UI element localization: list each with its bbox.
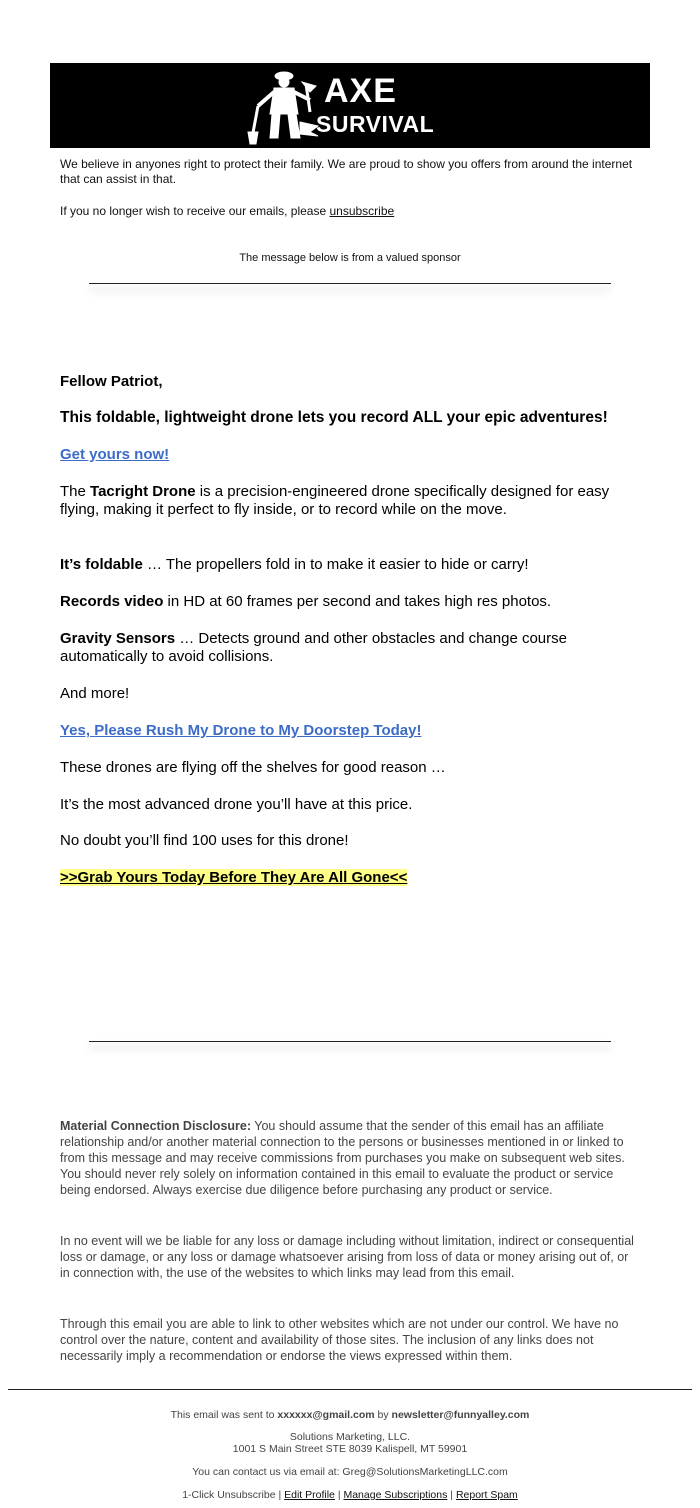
feature-sensors-text: … Detects ground and other obstacles and change course automatically to avoid collisions. — [60, 630, 567, 665]
feature-foldable — [60, 556, 650, 574]
footer-address: 1001 S Main Street STE 8039 Kalispell, MT 59901 — [232, 1443, 468, 1455]
disclosure-label: Material Connection Disclosure: — [60, 1119, 252, 1133]
grab-yours-link[interactable]: >>Grab Yours Today Before They Are All Gone<< — [60, 869, 408, 886]
report-spam-link[interactable]: Report Spam — [455, 1489, 518, 1501]
product-name: Tacright Drone — [90, 483, 196, 500]
feature-sensors — [60, 630, 650, 666]
footer-sep-2: | — [334, 1489, 344, 1501]
survivor-figure-icon — [244, 66, 324, 146]
product-description — [60, 483, 650, 519]
logo-word-axe: AXE — [324, 72, 397, 110]
rush-drone-link[interactable]: Yes, Please Rush My Drone to My Doorstep Today! — [60, 722, 422, 739]
desc-post: is a precision-engineered drone specifically designed for easy flying, making it perfect to fly inside, or to record while on the move. — [60, 483, 610, 518]
get-yours-now-link[interactable]: Get yours now! — [60, 446, 170, 463]
sent-by: by — [374, 1409, 392, 1421]
footer-sep-3: | — [447, 1489, 456, 1501]
intro-text: We believe in anyones right to protect their family. We are proud to show you offers from around the internet that can assist in that. — [60, 157, 633, 186]
logo-word-survival: SURVIVAL — [316, 111, 435, 137]
feature-video-text: in HD at 60 frames per second and takes high res photos. — [163, 593, 552, 610]
recipient-email: xxxxxx@gmail.com — [277, 1409, 375, 1421]
rush-drone-link-row — [60, 722, 650, 740]
axe-survival-logo[interactable] — [244, 66, 454, 146]
disclosure-paragraph-1 — [60, 1118, 640, 1198]
footer-sep-1: | — [275, 1489, 285, 1501]
feature-foldable-title: It’s foldable — [60, 556, 143, 573]
divider-top — [89, 283, 611, 284]
desc-pre: The — [60, 483, 91, 500]
unsubscribe-line — [60, 204, 394, 218]
disclosure-text-1: You should assume that the sender of this email has an affiliate relationship and/or another material connection to the persons or businesses mentioned in or linked to from this message and may receive commissions from purchases you make on subsequent web sites. You should never rely solely on information contained in this email to evaluate the product or service being endorsed. Always exercise due diligence before purchasing any product or service. — [60, 1119, 625, 1197]
unsubscribe-prompt: If you no longer wish to receive our emails, please — [60, 204, 327, 218]
sponsor-note: The message below is from a valued sponsor — [239, 252, 461, 264]
edit-profile-link[interactable]: Edit Profile — [284, 1489, 335, 1501]
unsubscribe-link[interactable]: unsubscribe — [329, 204, 395, 218]
greeting: Fellow Patriot, — [60, 373, 163, 390]
one-click-unsubscribe: 1-Click Unsubscribe — [182, 1489, 276, 1501]
get-yours-now-link-row — [60, 446, 650, 464]
headline: This foldable, lightweight drone lets you record ALL your epic adventures! — [60, 409, 608, 426]
manage-subscriptions-link[interactable]: Manage Subscriptions — [343, 1489, 448, 1501]
body-line-uses: No doubt you’ll find 100 uses for this drone! — [60, 832, 349, 849]
footer-links — [0, 1489, 700, 1501]
feature-foldable-text: … The propellers fold in to make it easier to hide or carry! — [142, 556, 529, 573]
footer-company: Solutions Marketing, LLC. — [289, 1431, 411, 1443]
feature-sensors-title: Gravity Sensors — [60, 630, 176, 647]
feature-video — [60, 593, 650, 611]
grab-yours-link-row — [60, 869, 650, 887]
sender-email: newsletter@funnyalley.com — [391, 1409, 530, 1421]
footer-contact: You can contact us via email at: Greg@SolutionsMarketingLLC.com — [192, 1466, 508, 1478]
disclosure-paragraph-2: In no event will we be liable for any loss or damage including without limitation, indirect or consequential loss or damage, or any loss or damage whatsoever arising from loss of data or money arising out of, or in connection with, the use of the websites to which links may lead from this email. — [60, 1234, 634, 1280]
divider-bottom — [89, 1041, 611, 1042]
footer-rule — [8, 1389, 692, 1390]
and-more-text: And more! — [60, 685, 130, 702]
disclosure-paragraph-3: Through this email you are able to link to other websites which are not under our control. We have no control over the nature, content and availability of those sites. The inclusion of any links does not necessarily imply a recommendation or endorse the views expressed within them. — [60, 1317, 619, 1363]
body-line-flying: These drones are flying off the shelves for good reason … — [60, 759, 446, 776]
footer-sent-to — [0, 1409, 700, 1421]
sent-pre: This email was sent to — [170, 1409, 278, 1421]
body-line-advanced: It’s the most advanced drone you’ll have at this price. — [60, 796, 413, 813]
feature-video-title: Records video — [60, 593, 164, 610]
